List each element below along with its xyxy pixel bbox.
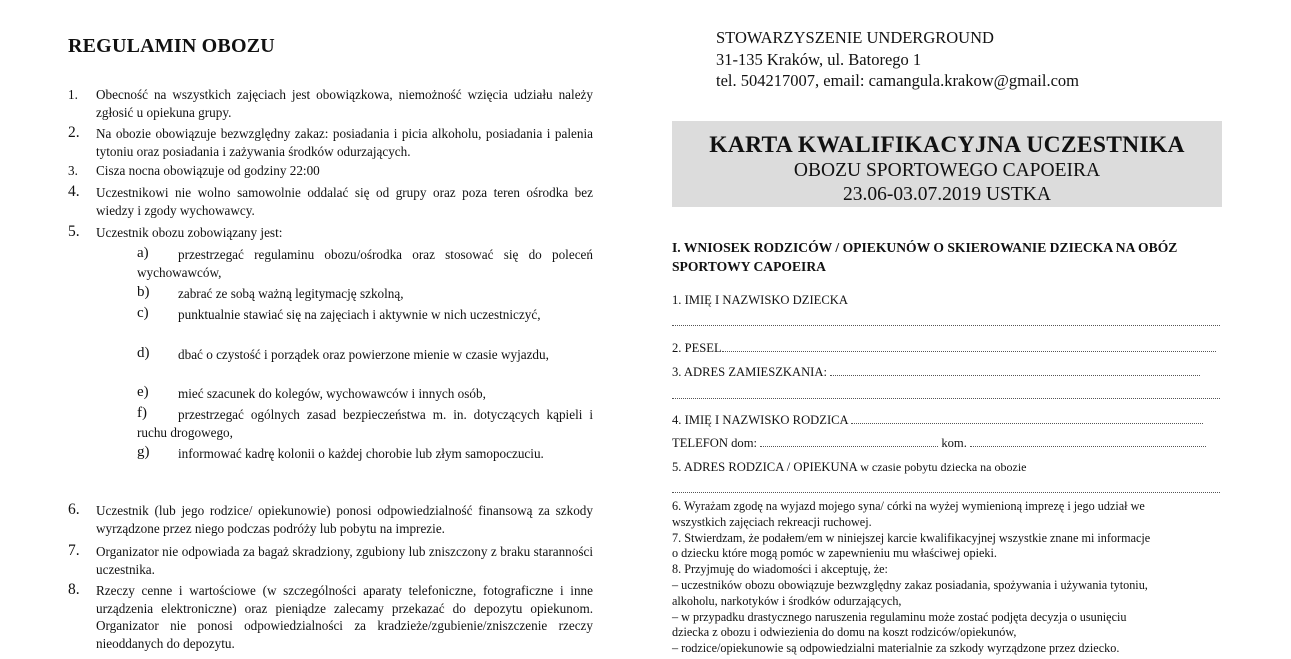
- field-address-label: 3. ADRES ZAMIESZKANIA:: [672, 365, 827, 379]
- field-child-name-label: 1. IMIĘ I NAZWISKO DZIECKA: [672, 293, 848, 307]
- sub-item: d) dbać o czystość i porządek oraz powierzone mienie w czasie wyjazdu,: [137, 345, 549, 362]
- field-pesel: [672, 340, 1220, 356]
- field-pesel-line[interactable]: [722, 341, 1216, 352]
- declaration-line: dziecka z obozu i odwiezienia do domu na koszt rodziców/opiekunów,: [672, 625, 1017, 640]
- field-phone-mobile-label: kom.: [941, 436, 967, 450]
- regulations-page: [0, 0, 640, 659]
- section-title: I. WNIOSEK RODZICÓW / OPIEKUNÓW O SKIEROWANIE DZIECKA NA OBÓZ SPORTOWY CAPOEIRA: [672, 240, 1178, 274]
- field-address-line-2[interactable]: [672, 398, 1220, 399]
- field-parent-name-label: 4. IMIĘ I NAZWISKO RODZICA: [672, 413, 848, 427]
- field-phone: [672, 435, 1220, 451]
- rule-item: 1. Obecność na wszystkich zajęciach jest obowiązkowa, niemożność wzięcia udziału należy zgłosić u opiekuna grupy.: [68, 87, 593, 120]
- field-pesel-label: 2. PESEL: [672, 341, 722, 355]
- card-subtitle: OBOZU SPORTOWEGO CAPOEIRA: [793, 160, 1101, 181]
- org-name: STOWARZYSZENIE UNDERGROUND: [716, 28, 994, 47]
- sub-item: f) przestrzegać ogólnych zasad bezpieczeństwa m. in. dotyczących kąpieli i ruchu drogowego,: [137, 405, 593, 440]
- card-title: KARTA KWALIFIKACYJNA UCZESTNIKA: [709, 132, 1185, 158]
- sub-item: e) mieć szacunek do kolegów, wychowawców i innych osób,: [137, 384, 486, 401]
- declaration-line: – uczestników obozu obowiązuje bezwzględny zakaz posiadania, spożywania i używania tytoniu,: [672, 577, 1148, 592]
- field-parent-name-line[interactable]: [851, 413, 1203, 424]
- page-title: REGULAMIN OBOZU: [68, 35, 275, 57]
- card-dates: 23.06-03.07.2019 USTKA: [843, 184, 1051, 205]
- field-parent-address-label: 5. ADRES RODZICA / OPIEKUNA: [672, 460, 858, 474]
- declaration-line: 6. Wyrażam zgodę na wyjazd mojego syna/ córki na wyżej wymienioną imprezę i jego udział we: [672, 499, 1145, 513]
- declaration-line: 7. Stwierdzam, że podałem/em w niniejszej karcie kwalifikacyjnej wszystkie znane mi informacje: [672, 530, 1151, 545]
- sub-item: b) zabrać ze sobą ważną legitymację szkolną,: [137, 284, 404, 301]
- field-parent-address-note: w czasie pobytu dziecka na obozie: [860, 460, 1027, 474]
- declaration-line: – w przypadku drastycznego naruszenia regulaminu może zostać podjęta decyzja o usunięciu: [672, 609, 1127, 624]
- field-parent-address-line[interactable]: [672, 492, 1220, 493]
- sub-item: c) punktualnie stawiać się na zajęciach i aktywnie w nich uczestniczyć,: [137, 305, 541, 322]
- rule-item: 7. Organizator nie odpowiada za bagaż skradziony, zgubiony lub zniszczony z braku staranności uczestnika.: [68, 542, 593, 577]
- rule-item: 4. Uczestnikowi nie wolno samowolnie oddalać się od grupy oraz poza teren ośrodka bez wiedzy i zgody wychowawcy.: [68, 183, 593, 218]
- rule-item: 6. Uczestnik (lub jego rodzice/ opiekunowie) ponosi odpowiedzialność finansową za szkody wyrządzone przez niego podczas podróży lub pobytu na imprezie.: [68, 501, 593, 536]
- field-child-name-line[interactable]: [672, 325, 1220, 326]
- field-parent-name: [672, 412, 1220, 428]
- rule-item: 8. Rzeczy cenne i wartościowe (w szczególności aparaty telefoniczne, fotograficzne i inne urządzenia elektroniczne) oraz pieniądze zalecamy przekazać do depozytu opiekunom. Organizator nie ponosi odpowiedzialności za kradzieże/zgubienie/zniszczenie rzeczy nieoddanych do depozytu.: [68, 581, 593, 651]
- rule-item: 2. Na obozie obowiązuje bezwzględny zakaz: posiadania i picia alkoholu, posiadania i palenia tytoniu oraz posiadania i zażywania środków odurzających.: [68, 124, 593, 159]
- org-address: 31-135 Kraków, ul. Batorego 1: [716, 50, 922, 69]
- rule-item: 3. Cisza nocna obowiązuje od godziny 22:00: [68, 163, 320, 178]
- declaration-line: alkoholu, narkotyków i środków odurzających,: [672, 593, 902, 608]
- declarations: [672, 499, 1222, 657]
- rule-item: 5. Uczestnik obozu zobowiązany jest:: [68, 223, 283, 240]
- field-address-line[interactable]: [830, 365, 1200, 376]
- declaration-line: – rodzice/opiekunowie są odpowiedzialni materialnie za szkody wyrządzone przez dziecko.: [672, 641, 1120, 656]
- declaration-line: 8. Przyjmuję do wiadomości i akceptuję, że:: [672, 562, 888, 577]
- declaration-line: wszystkich zajęciach rekreacji ruchowej.: [672, 514, 872, 529]
- declaration-line: o dziecku które mogą pomóc w zapewnieniu mu właściwej opieki.: [672, 546, 997, 561]
- org-contact: tel. 504217007, email: camangula.krakow@gmail.com: [716, 71, 1079, 90]
- field-address: [672, 364, 1220, 380]
- field-phone-mobile-line[interactable]: [970, 436, 1206, 447]
- field-phone-home-line[interactable]: [760, 436, 938, 447]
- qualification-card-page: [640, 0, 1291, 659]
- field-phone-home-label: TELEFON dom:: [672, 436, 758, 450]
- field-parent-address: [672, 459, 1220, 475]
- sub-item: g) informować kadrę kolonii o każdej chorobie lub złym samopoczuciu.: [137, 444, 544, 461]
- sub-item: a) przestrzegać regulaminu obozu/ośrodka oraz stosować się do poleceń wychowawców,: [137, 245, 593, 280]
- card-title-box: [672, 121, 1222, 207]
